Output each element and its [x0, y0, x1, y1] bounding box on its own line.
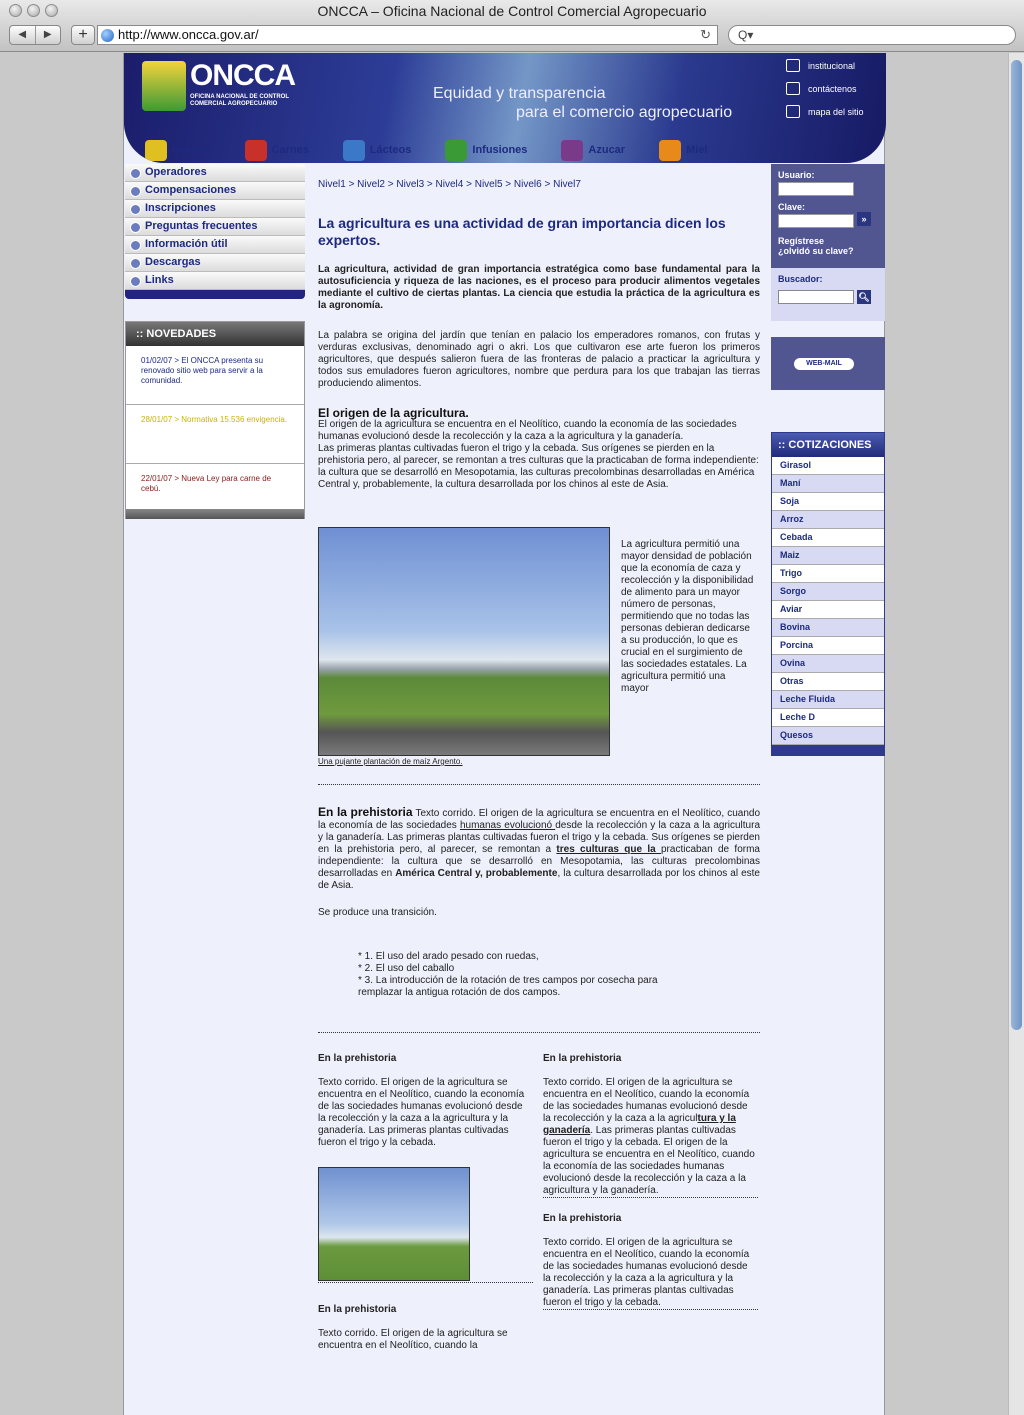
transition-text: Se produce una transición. — [318, 907, 437, 918]
two-column-section — [318, 1053, 760, 1393]
url-text[interactable]: http://www.oncca.gov.ar/ — [118, 27, 259, 42]
novedades-title: :: NOVEDADES — [126, 322, 304, 346]
cotizacion-item[interactable]: Leche D — [772, 709, 884, 727]
cotizacion-item[interactable]: Cebada — [772, 529, 884, 547]
article-headline: La agricultura es una actividad de gran importancia dicen los expertos. — [318, 215, 726, 248]
search-label: Buscador: — [778, 274, 823, 284]
sugar-cane-icon — [561, 140, 583, 161]
tres-culturas-link[interactable]: tres culturas que la — [556, 844, 661, 855]
sun-field-logo-icon — [142, 61, 186, 111]
column-text — [543, 1077, 758, 1197]
building-icon — [786, 59, 800, 72]
user-label: Usuario: — [778, 170, 815, 180]
top-link-label: mapa del sitio — [808, 107, 864, 117]
innovation-list — [318, 951, 698, 999]
category-label: Infusiones — [472, 144, 528, 156]
register-link[interactable]: Regístrese — [778, 236, 825, 246]
novedades-footer — [126, 509, 304, 519]
column-title: En la prehistoria — [543, 1213, 622, 1224]
dotted-divider — [543, 1197, 758, 1198]
tea-icon — [445, 140, 467, 161]
right-column — [543, 1053, 758, 1310]
column-title: En la prehistoria — [318, 1053, 397, 1064]
webmail-banner — [771, 337, 885, 390]
humanas-link[interactable]: humanas evolucionó — [459, 820, 556, 831]
dotted-divider — [318, 784, 760, 785]
cotizacion-item[interactable]: Ovina — [772, 655, 884, 673]
site-banner — [124, 53, 886, 163]
cotizacion-item[interactable]: Aviar — [772, 601, 884, 619]
right-column-widgets — [771, 164, 885, 740]
ganaderia-link[interactable]: tura y la ganadería — [543, 1113, 736, 1136]
address-bar[interactable] — [97, 25, 718, 45]
column-text-part: . Las primeras plantas cultivadas fueron el trigo y la cebada. El origen de la agricultura se encuentra en el Neolítico, cuando la economía de las sociedades humanas evolucionó desde la recolección y la caza a la agricultura y la ganadería. — [543, 1125, 755, 1196]
left-navigation — [125, 164, 305, 299]
login-go-button[interactable]: » — [857, 212, 871, 226]
photo-caption[interactable]: Una pujante plantación de maíz Argento. — [318, 757, 463, 766]
prehistoria-title: En la prehistoria — [318, 805, 413, 819]
category-label: Granos — [172, 144, 211, 156]
chat-icon — [786, 82, 800, 95]
news-item[interactable]: 22/01/07 > Nueva Ley para carne de cebú. — [141, 474, 272, 493]
prehistoria-text: Texto corrido. El origen de la agricultura se encuentra en el Neolítico, cuando la economía de las sociedades — [318, 808, 761, 831]
forward-button[interactable]: ▶ — [43, 29, 52, 40]
sitemap-icon — [786, 105, 800, 118]
nav-informacion-util[interactable]: Información útil — [125, 236, 305, 254]
web-page — [123, 53, 885, 1415]
dotted-divider — [318, 1282, 533, 1283]
category-granos[interactable] — [145, 138, 211, 162]
search-icon[interactable]: 🔍︎ — [858, 292, 870, 302]
prehistoria-text: practicaban de forma independiente: la cultura que se desarrolló en Mesopotamia, las culturas precolombinas desarrolladas en — [318, 844, 760, 879]
scrollbar-thumb[interactable] — [1011, 60, 1022, 1030]
column-text: Texto corrido. El origen de la agricultura se encuentra en el Neolítico, cuando la economía de las sociedades humanas evolucionó desde la recolección y la caza a la agricultura y la ganadería. Las primeras plantas cultivadas fueron el trigo y la cebada. — [318, 1077, 525, 1148]
honey-icon — [659, 140, 681, 161]
nav-footer-bar — [125, 290, 305, 299]
category-azucar[interactable] — [561, 138, 625, 162]
top-link-label: contáctenos — [808, 84, 857, 94]
password-input[interactable] — [778, 214, 854, 228]
cornfield-photo — [318, 527, 610, 756]
forgot-password-link[interactable]: ¿olvidó su clave? — [778, 246, 854, 256]
window-title: ONCCA – Oficina Nacional de Control Comercial Agropecuario — [317, 3, 707, 19]
section-heading: El origen de la agricultura. — [318, 406, 469, 420]
figure-block — [318, 527, 760, 772]
history-buttons — [9, 25, 61, 45]
column-text: Texto corrido. El origen de la agricultura se encuentra en el Neolítico, cuando la — [318, 1328, 508, 1351]
cotizaciones-footer — [772, 745, 884, 755]
search-input[interactable] — [778, 290, 854, 304]
article-lead: La agricultura, actividad de gran importancia estratégica como base fundamental para la autosuficiencia y riqueza de las naciones, es el proceso para producir alimentos vegetales mediante el cultivo de ciertas plantas. La ciencia que estudia la práctica de la agricultura es la agronomía. — [318, 264, 760, 311]
password-label: Clave: — [778, 202, 806, 212]
category-label: Azucar — [588, 144, 626, 156]
category-miel[interactable] — [659, 138, 707, 162]
globe-icon — [101, 29, 114, 42]
main-content — [318, 179, 760, 1393]
nav-inscripciones[interactable]: Inscripciones — [125, 200, 305, 218]
nav-operadores[interactable]: Operadores — [125, 164, 305, 182]
cotizacion-item[interactable]: Bovina — [772, 619, 884, 637]
reload-icon[interactable]: ↻ — [700, 27, 711, 42]
cotizacion-item[interactable]: Soja — [772, 493, 884, 511]
slogan-line-1: Equidad y transparencia — [433, 85, 606, 102]
cotizacion-item[interactable]: Arroz — [772, 511, 884, 529]
cotizaciones-box — [771, 432, 885, 756]
column-title: En la prehistoria — [543, 1053, 622, 1064]
cotizaciones-title: :: COTIZACIONES — [772, 433, 884, 457]
grain-icon — [145, 140, 167, 161]
category-infusiones[interactable] — [445, 138, 527, 162]
category-carnes[interactable] — [245, 138, 309, 162]
bold-phrase: América Central y, probablemente — [395, 868, 558, 879]
cotizacion-item[interactable]: Quesos — [772, 727, 884, 745]
nav-compensaciones[interactable]: Compensaciones — [125, 182, 305, 200]
article-paragraph: Las primeras plantas cultivadas fueron el trigo y la cebada. Sus orígenes se pierden en la prehistoria pero, al parecer, se remontan a tres culturas que la practicaban de forma independiente: la cultura que se desarrolló en Mesopotamia, las culturas precolombinas desarrolladas en América Central y, probablemente, la cultura desarrollada por los chinos al este de Asia. — [318, 443, 759, 490]
article-paragraph: La palabra se origina del jardín que tenían en palacio los emperadores romanos, con frutas y verduras exclusivas, denominado agri o akri. Los que cultivaron ese arte fueron los primeros agricultores, que después salieron fuera de las fronteras de palacio a practicar la agricultura y todos sus emuladores fueron agricultores, nombre que perdura para los que trabajan las tierras produciendo alimentos. — [318, 330, 760, 389]
figure-side-text: La agricultura permitió una mayor densidad de población que la economía de caza y recolección y la disponibilidad de alimento para un mayor número de personas, permitiendo que no todas las personas debieran dedicarse a su producción, lo que es crucial en el surgimiento de las sociedades estatales. La agricultura permitió una mayor — [621, 539, 754, 694]
milk-icon — [343, 140, 365, 161]
top-link-institucional[interactable] — [786, 59, 864, 82]
cotizacion-item[interactable]: Trigo — [772, 565, 884, 583]
cotizacion-item[interactable]: Maiz — [772, 547, 884, 565]
column-text: Texto corrido. El origen de la agricultura se encuentra en el Neolítico, cuando la economía de las sociedades humanas evolucionó desde la recolección y la caza a la agricultura y la ganadería. Las primeras plantas cultivadas fueron el trigo y la cebada. — [543, 1237, 750, 1308]
breadcrumb[interactable]: Nivel1 > Nivel2 > Nivel3 > Nivel4 > Nivel5 > Nivel6 > Nivel7 — [318, 179, 581, 190]
dotted-divider — [543, 1309, 758, 1310]
new-tab-button[interactable]: + — [71, 25, 95, 45]
column-title: En la prehistoria — [318, 1304, 397, 1315]
cotizacion-item[interactable]: Maní — [772, 475, 884, 493]
logo-subtitle: OFICINA NACIONAL DE CONTROL COMERCIAL AGROPECUARIO — [190, 94, 289, 107]
top-link-contactenos[interactable] — [786, 82, 864, 105]
cornfield-thumbnail — [318, 1167, 470, 1281]
category-bar — [124, 137, 886, 163]
list-item: * 2. El uso del caballo — [358, 963, 455, 974]
top-links — [786, 59, 864, 128]
prehistoria-text: desde la recolección y la caza a la agricultura y la ganadería. Las primeras plantas cultivadas fueron el trigo y la cebada. Sus orígenes se pierden en la prehistoria pero, al parecer, se remontan a — [318, 820, 761, 855]
news-item[interactable]: 01/02/07 > El ONCCA presenta su renovado sitio web para servir a la comunidad. — [126, 346, 304, 405]
nav-links[interactable]: Links — [125, 272, 305, 290]
back-button[interactable]: ◀ — [10, 26, 36, 44]
dotted-divider — [318, 1032, 760, 1033]
category-label: Carnes — [271, 144, 309, 156]
cotizacion-item[interactable]: Otras — [772, 673, 884, 691]
prehistoria-paragraph — [318, 806, 760, 892]
category-label: Miel — [686, 144, 708, 156]
cotizacion-item[interactable]: Girasol — [772, 457, 884, 475]
column-text-part: Texto corrido. El origen de la agricultura se encuentra en el Neolítico, cuando la economía de las sociedades humanas evolucionó desde la recolección y la caza a la agricul — [543, 1077, 750, 1124]
slogan-line-2: para el comercio agropecuario — [516, 104, 733, 121]
category-lacteos[interactable] — [343, 138, 412, 162]
list-item: * 1. El uso del arado pesado con ruedas, — [358, 951, 539, 962]
nav-preguntas-frecuentes[interactable]: Preguntas frecuentes — [125, 218, 305, 236]
webmail-button[interactable]: WEB-MAIL — [794, 358, 854, 370]
prehistoria-text: , la cultura desarrollada por los chinos al este de Asia. — [318, 868, 760, 891]
category-label: Lácteos — [369, 144, 412, 156]
logo-name: ONCCA — [190, 59, 295, 92]
cotizacion-item[interactable]: Sorgo — [772, 583, 884, 601]
site-search-box — [771, 268, 885, 321]
cotizacion-item[interactable]: Leche Fluida — [772, 691, 884, 709]
article-paragraph: El origen de la agricultura se encuentra en el Neolítico, cuando la economía de las sociedades humanas evolucionó desde la recolección y la caza a la agricultura y la ganadería. — [318, 419, 737, 442]
oncca-logo[interactable] — [142, 61, 302, 111]
nav-descargas[interactable]: Descargas — [125, 254, 305, 272]
news-item[interactable]: 28/01/07 > Normativa 15.536 envigencia. — [126, 405, 304, 464]
browser-search-field[interactable]: Q▾ — [728, 25, 1016, 45]
login-box — [771, 164, 885, 268]
user-input[interactable] — [778, 182, 854, 196]
browser-toolbar — [0, 0, 1024, 52]
cotizacion-item[interactable]: Porcina — [772, 637, 884, 655]
top-link-mapa[interactable] — [786, 105, 864, 128]
left-column — [318, 1053, 533, 1352]
novedades-box — [125, 321, 305, 519]
top-link-label: institucional — [808, 61, 856, 71]
list-item: * 3. La introducción de la rotación de tres campos por cosecha para remplazar la antigua rotación de dos campos. — [358, 975, 658, 998]
meat-icon — [245, 140, 267, 161]
